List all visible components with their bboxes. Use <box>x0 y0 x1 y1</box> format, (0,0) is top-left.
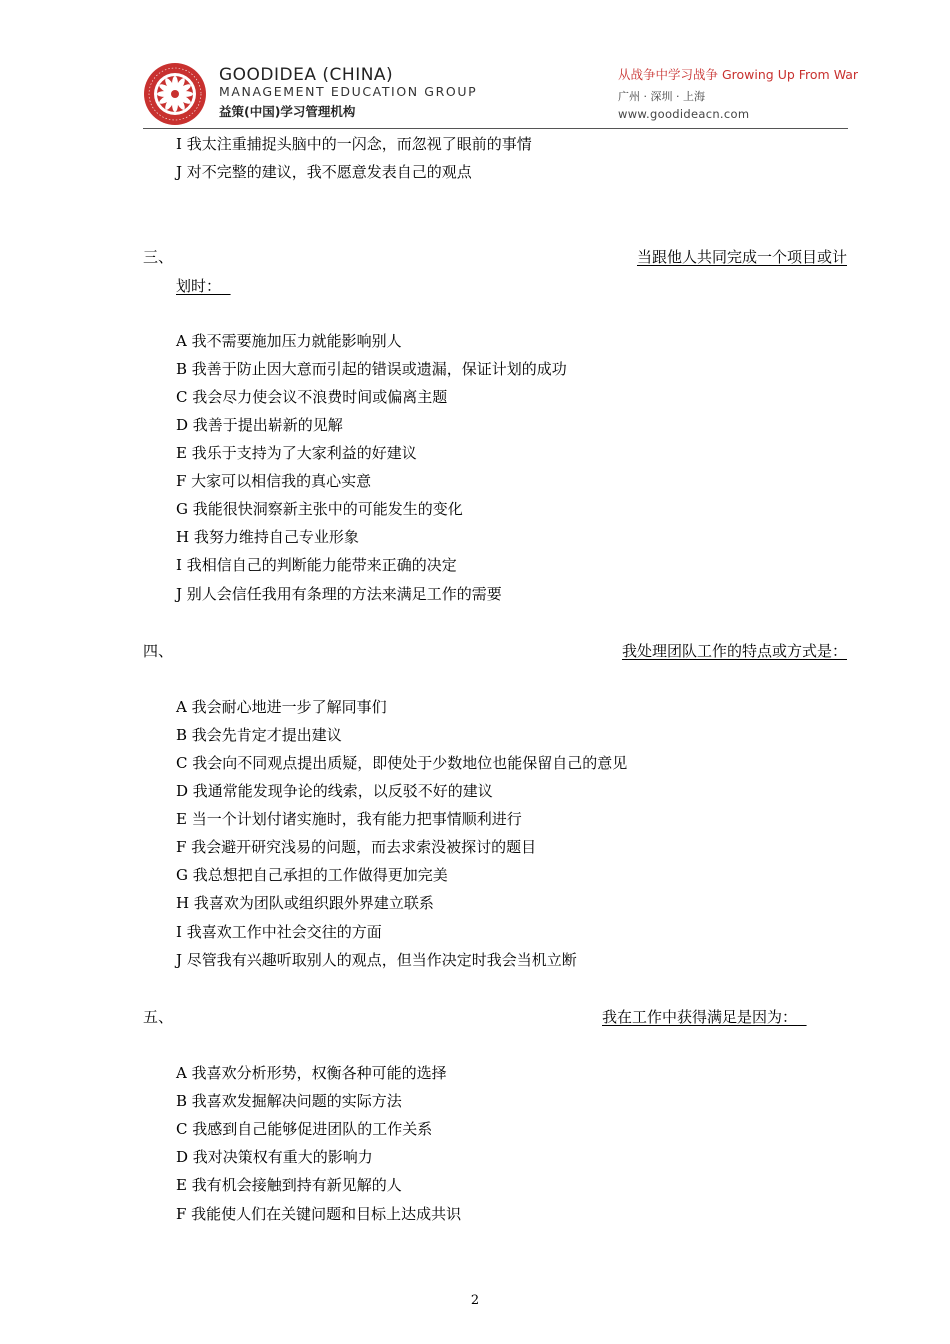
list-item: D 我善于提出崭新的见解 <box>176 416 343 434</box>
list-item: B 我善于防止因大意而引起的错误或遗漏，保证计划的成功 <box>176 360 567 378</box>
brand-name-en: GOODIDEA (CHINA) <box>219 65 394 85</box>
brand-name-cn: 益策(中国)学习管理机构 <box>219 104 356 119</box>
list-item: D 我通常能发现争论的线索，以反驳不好的建议 <box>176 782 493 800</box>
slogan-block <box>618 66 859 122</box>
section-title: 我在工作中获得满足是因为： <box>602 1008 798 1026</box>
cities-text: 广州 · 深圳 · 上海 <box>618 90 705 103</box>
section-number: 四、 <box>143 642 174 660</box>
list-item: F 大家可以相信我的真心实意 <box>176 472 372 490</box>
list-item: I 我太注重捕捉头脑中的一闪念，而忽视了眼前的事情 <box>176 135 532 153</box>
list-item: A 我喜欢分析形势，权衡各种可能的选择 <box>176 1064 447 1082</box>
page-number: 2 <box>470 1293 480 1308</box>
list-item: B 我喜欢发掘解决问题的实际方法 <box>176 1092 402 1110</box>
section-title: 当跟他人共同完成一个项目或计 <box>636 248 847 266</box>
list-item: C 我会尽力使会议不浪费时间或偏离主题 <box>176 388 448 406</box>
list-item: J 别人会信任我用有条理的方法来满足工作的需要 <box>176 585 502 603</box>
list-item: A 我会耐心地进一步了解同事们 <box>176 698 387 716</box>
header-divider <box>143 128 848 129</box>
page-header <box>143 62 859 128</box>
list-item: E 我有机会接触到持有新见解的人 <box>176 1176 402 1194</box>
list-item: G 我能很快洞察新主张中的可能发生的变化 <box>176 500 463 518</box>
list-item: F 我能使人们在关键问题和目标上达成共识 <box>176 1205 462 1223</box>
section-title: 我处理团队工作的特点或方式是： <box>621 642 847 660</box>
goodidea-logo-icon <box>143 62 207 126</box>
list-item: E 当一个计划付诸实施时，我有能力把事情顺利进行 <box>176 810 522 828</box>
website-text: www.goodideacn.com <box>618 107 750 121</box>
list-item: H 我喜欢为团队或组织跟外界建立联系 <box>176 894 434 912</box>
list-item: C 我会向不同观点提出质疑，即使处于少数地位也能保留自己的意见 <box>176 754 628 772</box>
list-item: I 我喜欢工作中社会交往的方面 <box>176 923 382 941</box>
list-item: H 我努力维持自己专业形象 <box>176 528 359 546</box>
brand-subtitle: MANAGEMENT EDUCATION GROUP <box>219 84 478 99</box>
section-title-continued: 划时： <box>176 277 222 295</box>
list-item: E 我乐于支持为了大家利益的好建议 <box>176 444 417 462</box>
list-item: J 尽管我有兴趣听取别人的观点，但当作决定时我会当机立断 <box>176 951 577 969</box>
list-item: A 我不需要施加压力就能影响别人 <box>176 332 402 350</box>
list-item: B 我会先肯定才提出建议 <box>176 726 342 744</box>
list-item: I 我相信自己的判断能力能带来正确的决定 <box>176 556 457 574</box>
list-item: G 我总想把自己承担的工作做得更加完美 <box>176 866 448 884</box>
list-item: F 我会避开研究浅易的问题，而去求索没被探讨的题目 <box>176 838 537 856</box>
brand-block <box>219 65 477 123</box>
list-item: D 我对决策权有重大的影响力 <box>176 1148 373 1166</box>
slogan-text: 从战争中学习战争 Growing Up From War <box>618 67 859 82</box>
section-number: 五、 <box>143 1008 174 1026</box>
list-item: C 我感到自己能够促进团队的工作关系 <box>176 1120 433 1138</box>
section-number: 三、 <box>143 248 174 266</box>
list-item: J 对不完整的建议，我不愿意发表自己的观点 <box>176 163 472 181</box>
